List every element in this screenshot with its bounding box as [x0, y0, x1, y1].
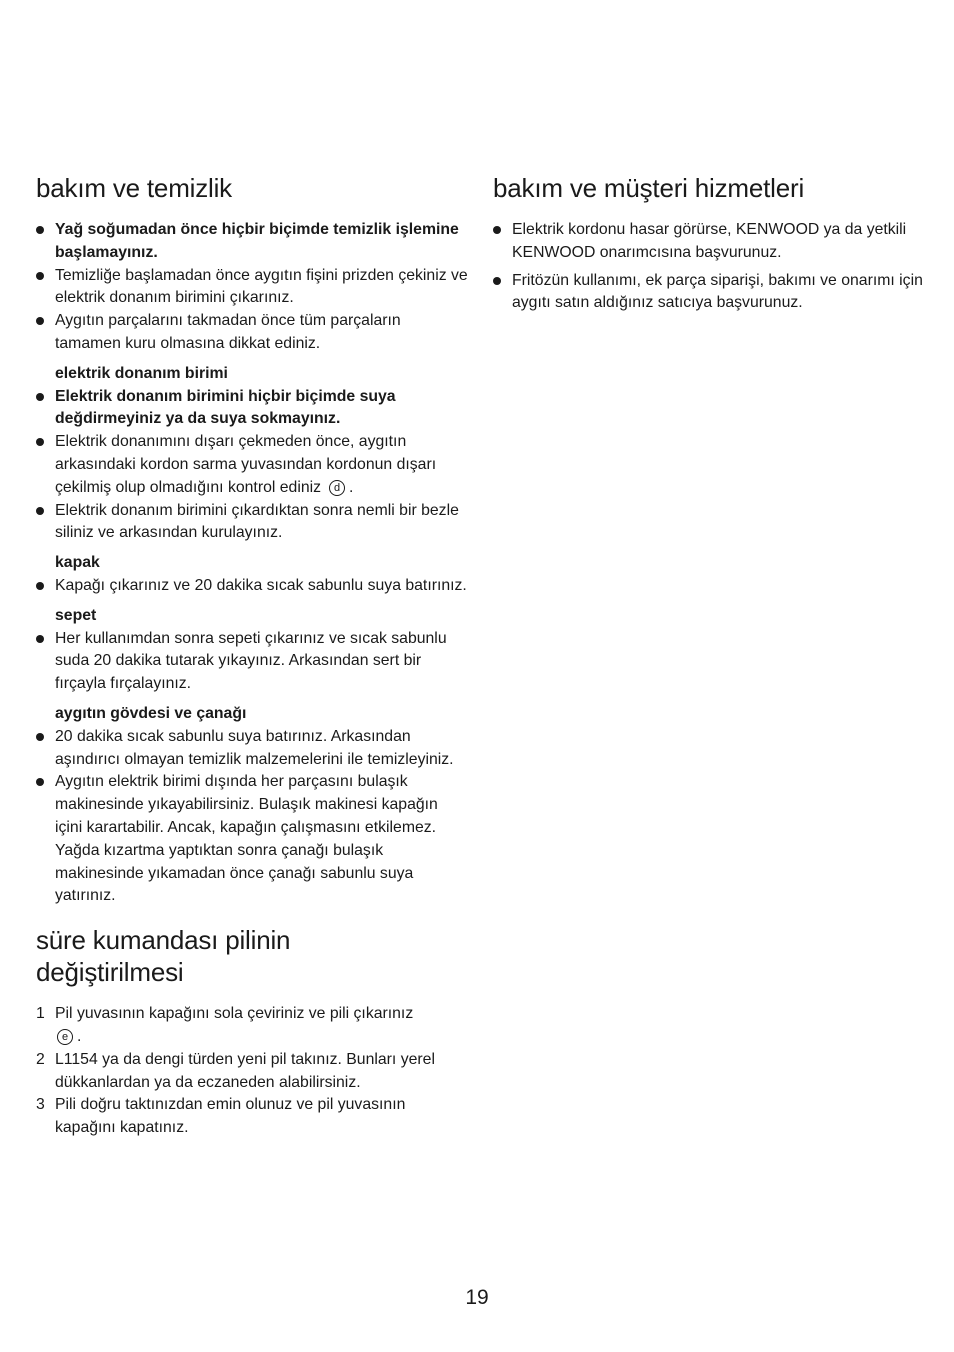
step-number: 3 — [36, 1096, 45, 1114]
list-item: Temizliğe başlamadan önce aygıtın fişini prizden çekiniz ve elektrik donanım birimini çıkarınız. — [36, 265, 468, 311]
step-number: 1 — [36, 1005, 45, 1023]
subheading-body-bowl: aygıtın gövdesi ve çanağı — [55, 704, 247, 722]
bullet-icon — [36, 778, 44, 786]
bullet-icon — [36, 582, 44, 590]
battery-steps-list — [36, 1003, 468, 1140]
list-item: Elektrik kordonu hasar görürse, KENWOOD ya da yetkili KENWOOD onarımcısına başvurunuz. — [493, 219, 933, 265]
bullet-icon — [36, 438, 44, 446]
right-column — [493, 172, 933, 315]
list-item: 1 Pil yuvasının kapağını sola çeviriniz ve pili çıkarınız e . — [36, 1005, 414, 1045]
section-title-maintenance-cleaning: bakım ve temizlik — [36, 173, 232, 203]
list-item: Aygıtın parçalarını takmadan önce tüm parçaların tamamen kuru olmasına dikkat ediniz. — [36, 310, 468, 356]
basket-list — [36, 628, 468, 696]
list-item: 2 L1154 ya da dengi türden yeni pil takınız. Bunları yerel dükkanlardan ya da eczaneden alabilirsiniz. — [36, 1050, 435, 1091]
bullet-icon — [493, 277, 501, 285]
section-title-customer-service: bakım ve müşteri hizmetleri — [493, 173, 805, 203]
list-item: Elektrik donanım birimini hiçbir biçimde suya değdirmeyiniz ya da suya sokmayınız. — [36, 386, 468, 432]
bullet-icon — [36, 507, 44, 515]
list-item: 3 Pili doğru taktınızdan emin olunuz ve pil yuvasının kapağını kapatınız. — [36, 1096, 406, 1137]
subheading-lid: kapak — [55, 554, 100, 572]
list-item: Fritözün kullanımı, ek parça siparişi, bakımı ve onarımı için aygıtı satın aldığınız satıcıya başvurunuz. — [493, 270, 933, 316]
bullet-icon — [36, 317, 44, 325]
page-number: 19 — [465, 1286, 489, 1309]
list-item: Aygıtın elektrik birimi dışında her parçasını bulaşık makinesinde yıkayabilirsiniz. Bulaşık makinesi kapağın içini karartabilir. Ancak, kapağın çalışmasını etkilemez. Yağda kızartma yaptıktan sonra çanağı bulaşık makinesinde yıkamadan önce çanağı sabunlu suya yatırınız. — [36, 771, 468, 908]
figure-ref-d-icon: d — [329, 480, 345, 496]
step-number: 2 — [36, 1050, 45, 1068]
bullet-icon — [36, 272, 44, 280]
bullet-icon — [36, 393, 44, 401]
subheading-basket: sepet — [55, 606, 97, 624]
intro-list — [36, 219, 468, 356]
bullet-icon — [36, 635, 44, 643]
bullet-icon — [493, 226, 501, 234]
list-item: Elektrik donanımını dışarı çekmeden önce, aygıtın arkasındaki kordon sarma yuvasından kordonun dışarı çekilmiş olup olmadığını kontrol ediniz d . — [36, 431, 468, 499]
figure-ref-e-icon: e — [57, 1029, 73, 1045]
subheading-electric-unit: elektrik donanım birimi — [55, 364, 228, 382]
list-item: Kapağı çıkarınız ve 20 dakika sıcak sabunlu suya batırınız. — [36, 575, 468, 598]
left-column — [36, 172, 468, 1140]
bullet-icon — [36, 733, 44, 741]
section-title-battery-replacement: süre kumandası pilinin değiştirilmesi — [36, 925, 291, 988]
bullet-icon — [36, 226, 44, 234]
customer-service-list — [493, 219, 933, 315]
list-item: Elektrik donanım birimini çıkardıktan sonra nemli bir bezle siliniz ve arkasından kurulayınız. — [36, 500, 468, 546]
lid-list — [36, 575, 468, 598]
list-item: Her kullanımdan sonra sepeti çıkarınız ve sıcak sabunlu suda 20 dakika tutarak yıkayınız. Arkasından sert bir fırçayla fırçalayınız. — [36, 628, 468, 696]
list-item: Yağ soğumadan önce hiçbir biçimde temizlik işlemine başlamayınız. — [36, 219, 468, 265]
body-bowl-list — [36, 726, 468, 908]
list-item: 20 dakika sıcak sabunlu suya batırınız. Arkasından aşındırıcı olmayan temizlik malzemelerini ile temizleyiniz. — [36, 726, 468, 772]
electric-unit-list — [36, 386, 468, 546]
